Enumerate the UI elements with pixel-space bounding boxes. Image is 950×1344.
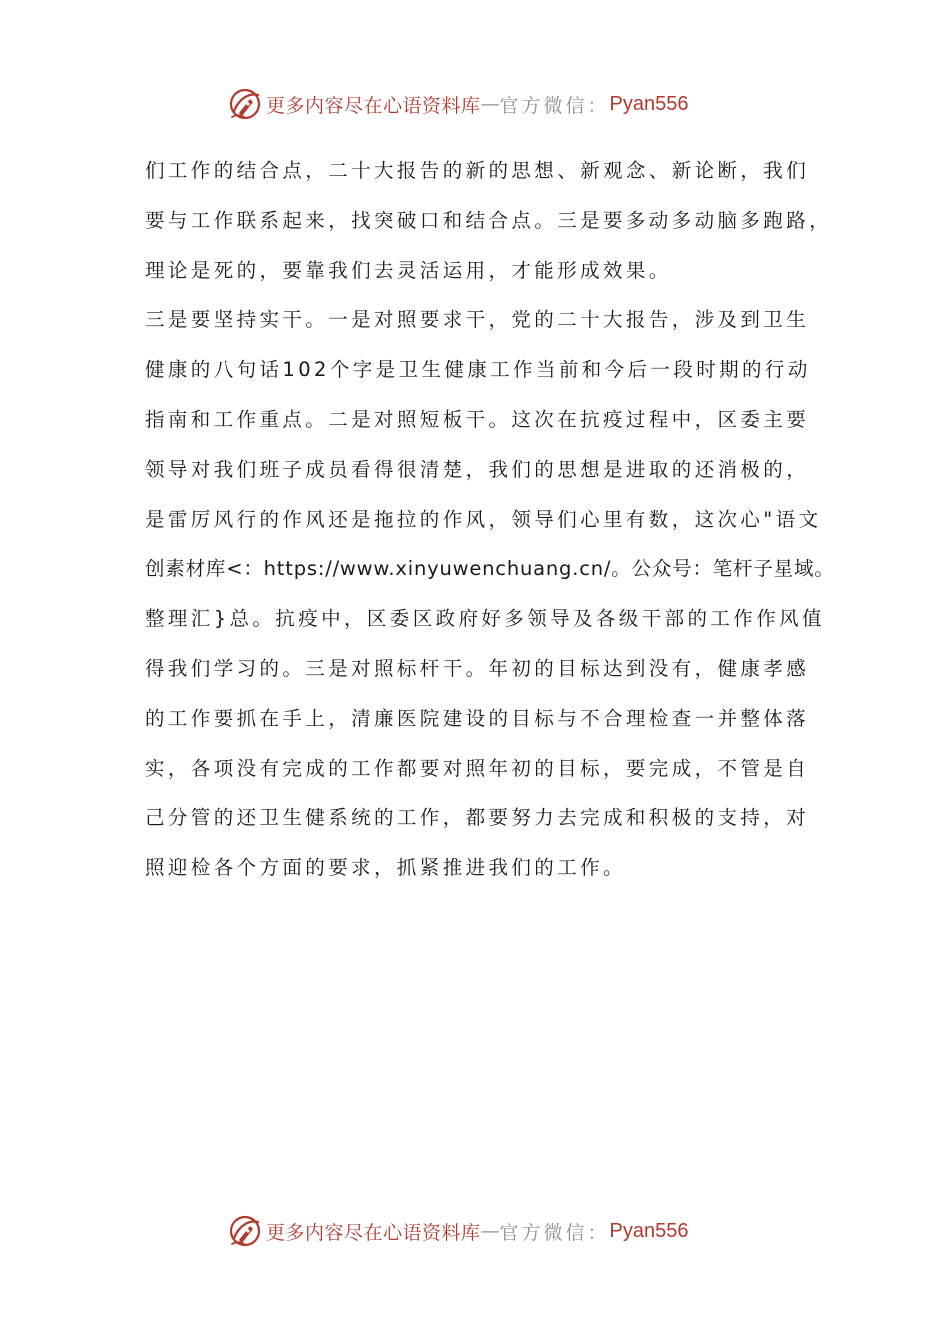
pen-nib-logo-icon [228,1214,262,1248]
text-line: 整理汇}总。抗疫中，区委区政府好多领导及各级干部的工作作风值 [145,607,825,631]
text-line: 三是要坚持实干。一是对照要求干，党的二十大报告，涉及到卫生 [145,308,810,332]
text-line: 实，各项没有完成的工作都要对照年初的目标，要完成，不管是自 [145,756,810,780]
text-line: 们工作的结合点，二十大报告的新的思想、新观念、新论断，我们 [145,159,810,182]
wechat-label: 官方微信： [499,1221,610,1244]
body-text [145,146,835,893]
wechat-id: Pyan556 [609,1219,689,1242]
text-line: 领导对我们班子成员看得很清楚，我们的思想是进取的还消极的， [145,457,810,481]
text-line: 的工作要抓在手上，清廉医院建设的目标与不合理检查一并整体落 [145,706,810,730]
site-name: 更多内容尽在心语资料库 [266,1221,481,1244]
text-line: 要与工作联系起来，找突破口和结合点。三是要多动多动脑多跑路， [145,208,833,232]
pen-nib-logo-icon [228,87,262,121]
wechat-label: 官方微信： [499,94,610,117]
text-line: 是雷厉风行的作风还是拖拉的作风，领导们心里有数，这次心"语文 [145,507,822,531]
separator-dash: — [480,93,500,115]
text-line: 照迎检各个方面的要求，抓紧推进我们的工作。 [145,856,626,880]
wechat-id: Pyan556 [609,92,689,115]
text-line: 得我们学习的。三是对照标杆干。年初的目标达到没有，健康孝感 [145,656,810,680]
site-name: 更多内容尽在心语资料库 [266,94,481,117]
text-line-url: 创素材库<：https://www.xinyuwenchuang.cn/。公众号：笔杆子星域。 [145,557,835,581]
text-line: 健康的八句话102个字是卫生健康工作当前和今后一段时期的行动 [145,358,811,382]
header-banner [0,82,950,126]
text-line: 己分管的还卫生健系统的工作，都要努力去完成和积极的支持，对 [145,806,810,830]
text-line: 指南和工作重点。二是对照短板干。这次在抗疫过程中，区委主要 [145,407,810,431]
text-line: 理论是死的，要靠我们去灵活运用，才能形成效果。 [145,258,672,282]
separator-dash: — [480,1220,500,1242]
footer-banner [0,1209,950,1253]
